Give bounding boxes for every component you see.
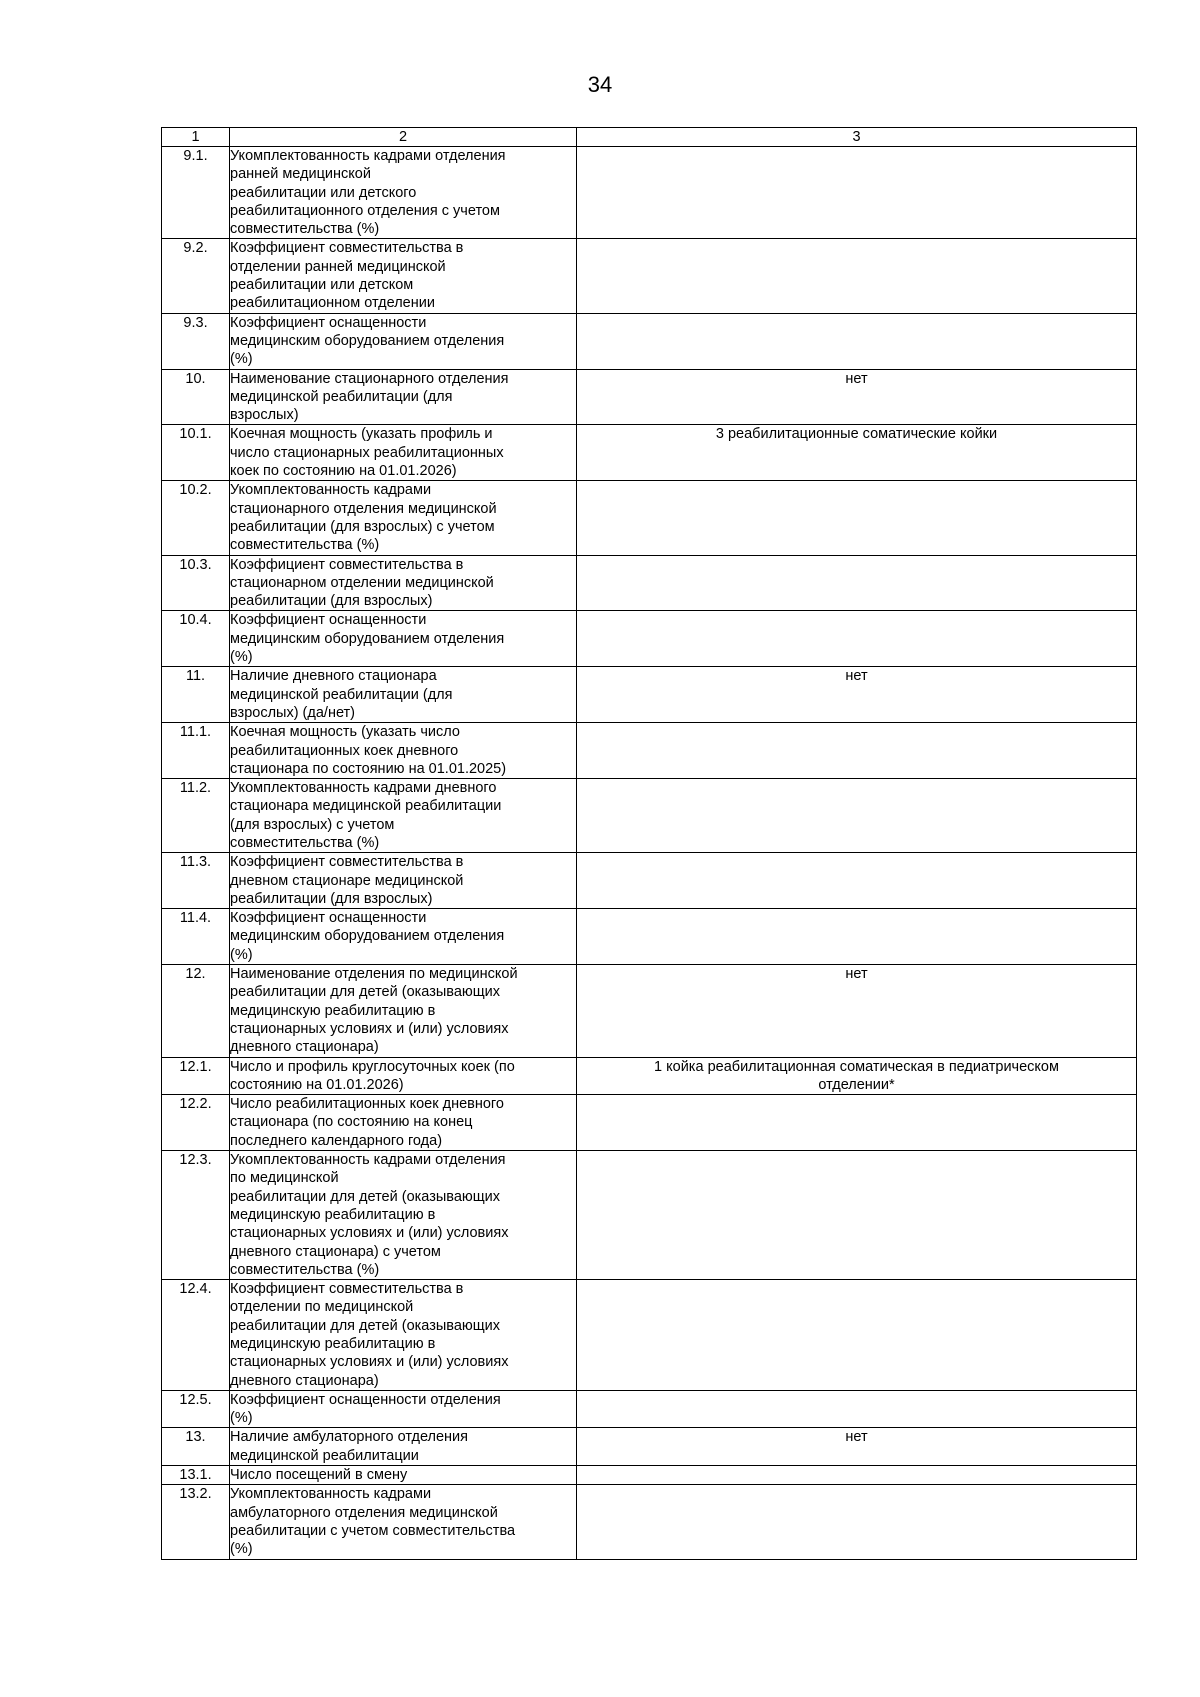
row-indicator: Коечная мощность (указать профиль и число стационарных реабилитационных коек по состоянию на 01.01.2026) (230, 425, 577, 481)
row-number: 11.3. (162, 853, 230, 909)
row-indicator: Наименование стационарного отделения медицинской реабилитации (для взрослых) (230, 369, 577, 425)
table-row (162, 555, 1137, 611)
row-number: 13.1. (162, 1466, 230, 1485)
row-indicator: Коэффициент оснащенности медицинским оборудованием отделения (%) (230, 909, 577, 965)
table-row (162, 1151, 1137, 1280)
table-row (162, 239, 1137, 313)
row-indicator: Укомплектованность кадрами отделения ранней медицинской реабилитации или детского реабилитационного отделения с учетом совместительства (%) (230, 147, 577, 239)
row-value: 3 реабилитационные соматические койки (577, 425, 1137, 481)
table-row (162, 611, 1137, 667)
row-value: 1 койка реабилитационная соматическая в педиатрическом отделении* (577, 1057, 1137, 1095)
row-indicator: Укомплектованность кадрами дневного стационара медицинской реабилитации (для взрослых) с учетом совместительства (%) (230, 779, 577, 853)
row-number: 11.2. (162, 779, 230, 853)
row-value: нет (577, 965, 1137, 1057)
row-number: 13. (162, 1428, 230, 1466)
row-value (577, 779, 1137, 853)
row-indicator: Укомплектованность кадрами отделения по медицинской реабилитации для детей (оказывающих медицинскую реабилитацию в стационарных условиях и (или) условиях дневного стационара) с учетом совместительства (%) (230, 1151, 577, 1280)
table-row (162, 853, 1137, 909)
table-row (162, 1428, 1137, 1466)
row-value (577, 1485, 1137, 1559)
row-indicator: Коэффициент совместительства в стационарном отделении медицинской реабилитации (для взрослых) (230, 555, 577, 611)
row-value (577, 555, 1137, 611)
row-value (577, 313, 1137, 369)
table-row (162, 147, 1137, 239)
row-value: нет (577, 667, 1137, 723)
row-number: 12.2. (162, 1095, 230, 1151)
row-value (577, 1095, 1137, 1151)
table-row (162, 723, 1137, 779)
row-number: 12.1. (162, 1057, 230, 1095)
row-indicator: Число реабилитационных коек дневного стационара (по состоянию на конец последнего календарного года) (230, 1095, 577, 1151)
table-row (162, 1485, 1137, 1559)
row-number: 10.3. (162, 555, 230, 611)
column-header-2: 2 (230, 128, 577, 147)
table-row (162, 779, 1137, 853)
row-value (577, 723, 1137, 779)
column-header-3: 3 (577, 128, 1137, 147)
column-header-1: 1 (162, 128, 230, 147)
row-value: нет (577, 369, 1137, 425)
row-indicator: Наличие дневного стационара медицинской реабилитации (для взрослых) (да/нет) (230, 667, 577, 723)
row-value: нет (577, 1428, 1137, 1466)
table-row (162, 1466, 1137, 1485)
row-number: 11.4. (162, 909, 230, 965)
table-row (162, 1057, 1137, 1095)
row-value (577, 1390, 1137, 1428)
indicator-table (161, 127, 1137, 1560)
row-indicator: Укомплектованность кадрами стационарного отделения медицинской реабилитации (для взрослых) с учетом совместительства (%) (230, 481, 577, 555)
row-value (577, 853, 1137, 909)
row-value (577, 611, 1137, 667)
row-number: 10.1. (162, 425, 230, 481)
row-value (577, 147, 1137, 239)
row-indicator: Число и профиль круглосуточных коек (по состоянию на 01.01.2026) (230, 1057, 577, 1095)
table-row (162, 313, 1137, 369)
row-number: 9.3. (162, 313, 230, 369)
row-number: 10.2. (162, 481, 230, 555)
table-header-row (162, 128, 1137, 147)
row-indicator: Коэффициент оснащенности медицинским оборудованием отделения (%) (230, 611, 577, 667)
row-indicator: Наименование отделения по медицинской реабилитации для детей (оказывающих медицинскую реабилитацию в стационарных условиях и (или) условиях дневного стационара) (230, 965, 577, 1057)
table-row (162, 909, 1137, 965)
row-indicator: Коэффициент совместительства в отделении ранней медицинской реабилитации или детском реабилитационном отделении (230, 239, 577, 313)
row-indicator: Коэффициент оснащенности медицинским оборудованием отделения (%) (230, 313, 577, 369)
row-value (577, 909, 1137, 965)
table-row (162, 425, 1137, 481)
row-indicator: Наличие амбулаторного отделения медицинской реабилитации (230, 1428, 577, 1466)
row-number: 11.1. (162, 723, 230, 779)
row-number: 11. (162, 667, 230, 723)
table-row (162, 667, 1137, 723)
row-number: 10.4. (162, 611, 230, 667)
row-number: 9.2. (162, 239, 230, 313)
row-indicator: Коэффициент совместительства в дневном стационаре медицинской реабилитации (для взрослых) (230, 853, 577, 909)
row-number: 12.4. (162, 1280, 230, 1391)
row-indicator: Число посещений в смену (230, 1466, 577, 1485)
row-indicator: Коечная мощность (указать число реабилитационных коек дневного стационара по состоянию на 01.01.2025) (230, 723, 577, 779)
row-number: 13.2. (162, 1485, 230, 1559)
row-number: 10. (162, 369, 230, 425)
row-indicator: Коэффициент совместительства в отделении по медицинской реабилитации для детей (оказывающих медицинскую реабилитацию в стационарных условиях и (или) условиях дневного стационара) (230, 1280, 577, 1391)
row-value (577, 239, 1137, 313)
row-indicator: Укомплектованность кадрами амбулаторного отделения медицинской реабилитации с учетом совместительства (%) (230, 1485, 577, 1559)
row-number: 12.5. (162, 1390, 230, 1428)
row-value (577, 1466, 1137, 1485)
table-row (162, 965, 1137, 1057)
row-value (577, 481, 1137, 555)
table-row (162, 1095, 1137, 1151)
row-number: 12. (162, 965, 230, 1057)
row-value (577, 1280, 1137, 1391)
row-value (577, 1151, 1137, 1280)
row-number: 12.3. (162, 1151, 230, 1280)
page-number: 34 (587, 72, 613, 97)
row-number: 9.1. (162, 147, 230, 239)
table-row (162, 481, 1137, 555)
table-row (162, 1280, 1137, 1391)
table-row (162, 1390, 1137, 1428)
table-row (162, 369, 1137, 425)
row-indicator: Коэффициент оснащенности отделения (%) (230, 1390, 577, 1428)
